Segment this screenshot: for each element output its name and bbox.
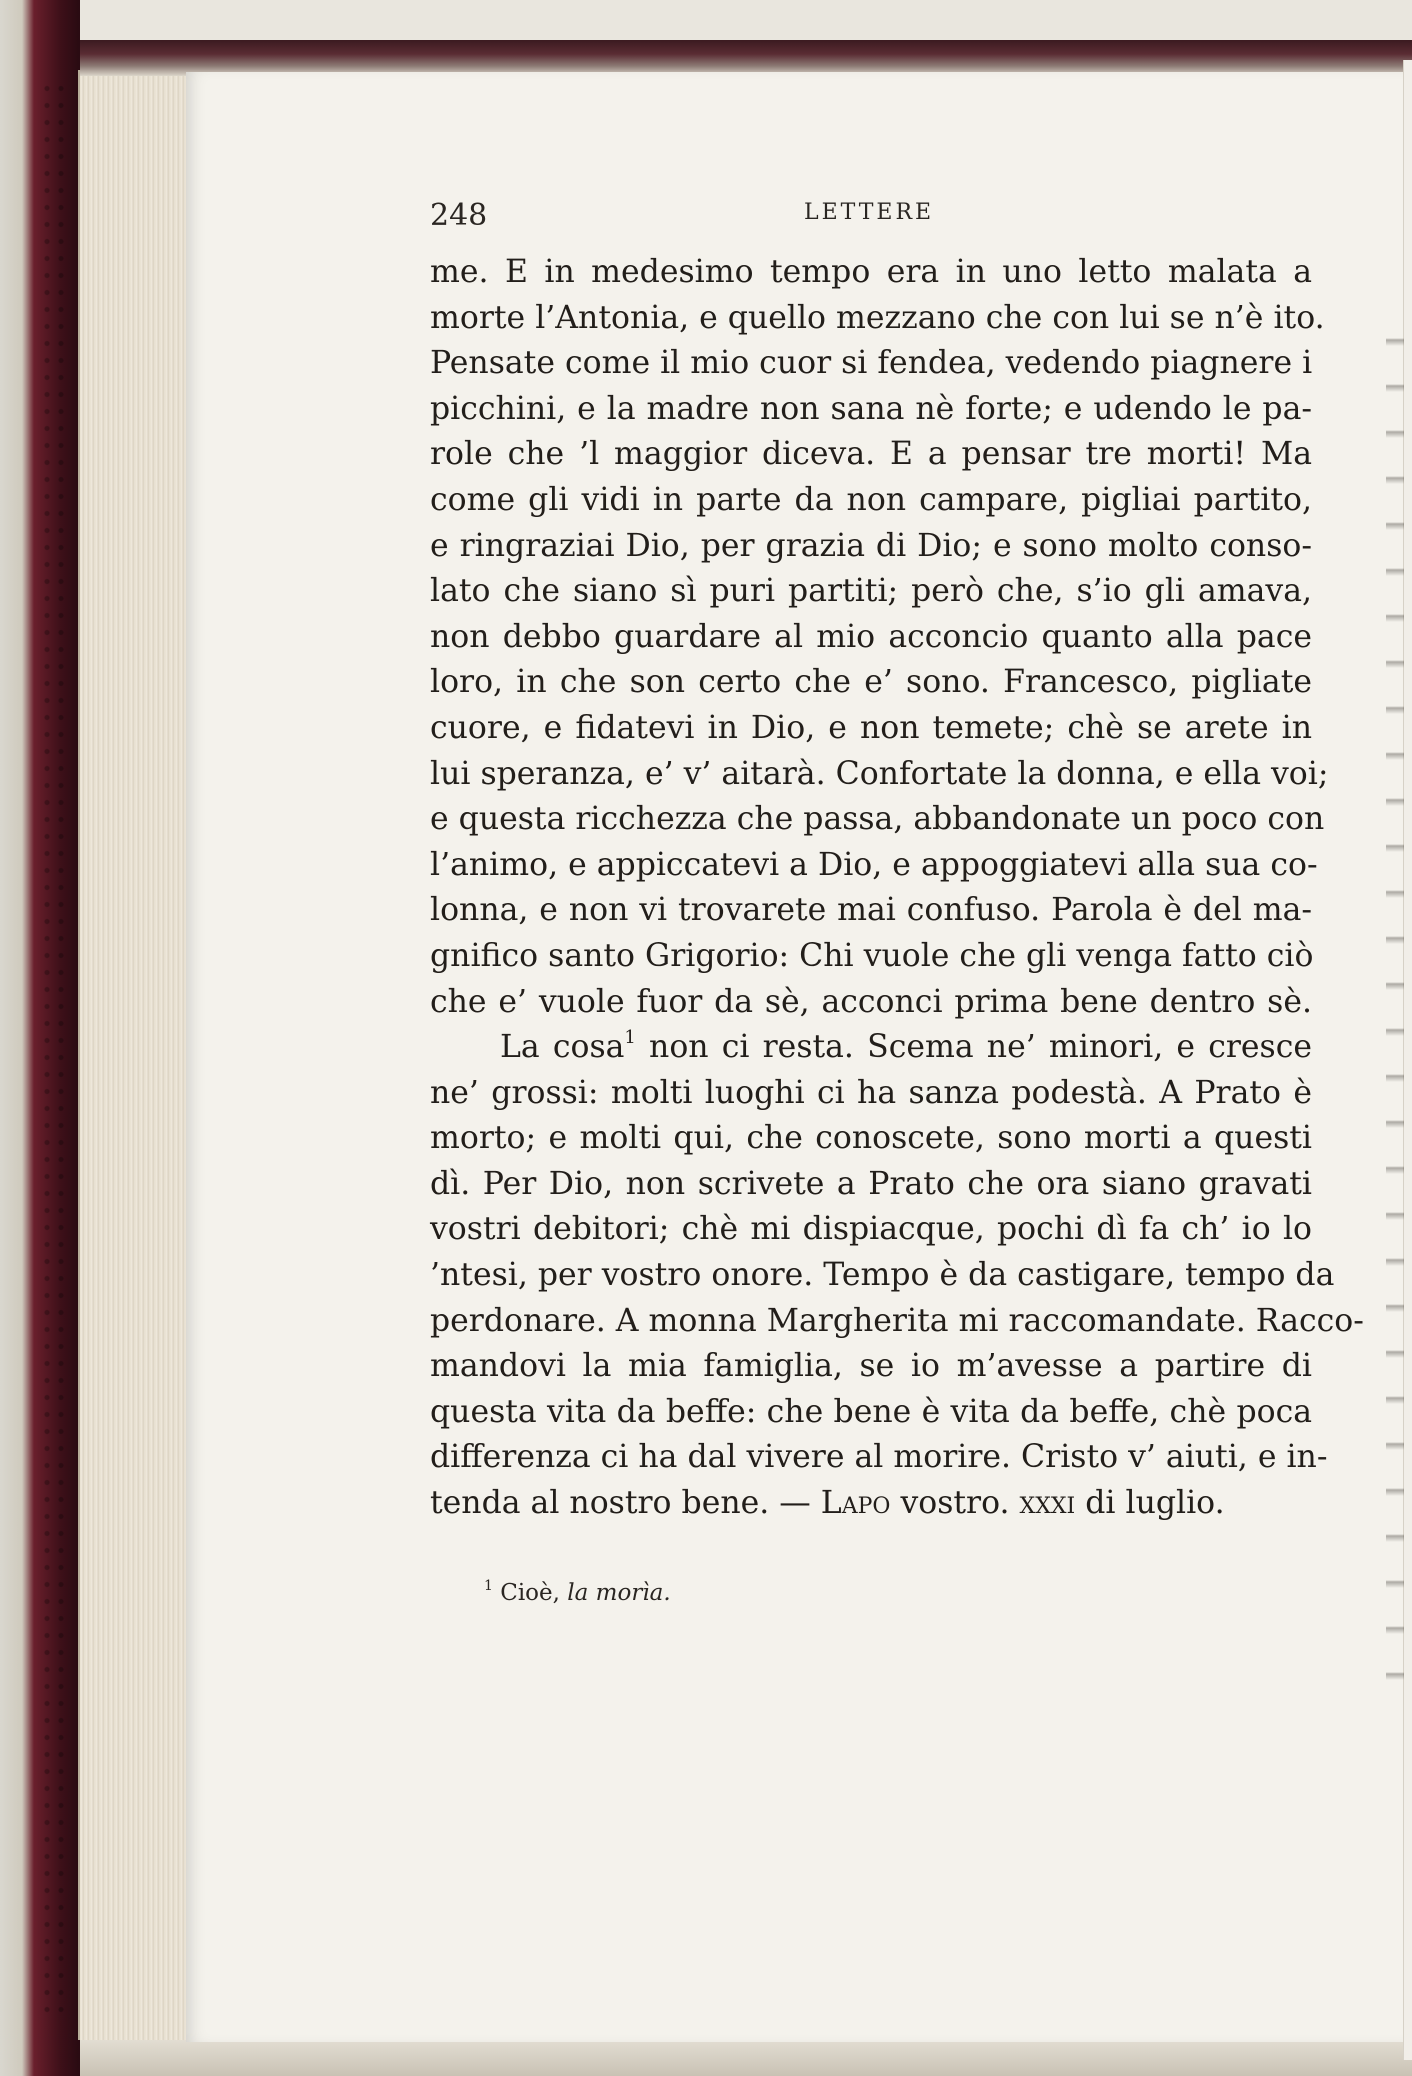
text-fragment: tenda al nostro bene. — bbox=[430, 1485, 821, 1522]
footnote-text: Cioè, bbox=[492, 1580, 568, 1606]
text-line: loro, in che son certo che e’ sono. Francesco, pigliate bbox=[430, 664, 1312, 701]
text-line: differenza ci ha dal vivere al morire. Cristo v’ aiuti, e in- bbox=[430, 1439, 1328, 1476]
body-text bbox=[430, 250, 1364, 1527]
paragraph-first-line bbox=[430, 1025, 1312, 1071]
text-line: questa vita da beffe: che bene è vita da beffe, chè poca bbox=[430, 1393, 1312, 1430]
facing-page-bleed bbox=[1386, 300, 1404, 1700]
text-line: me. E in medesimo tempo era in uno letto malata a bbox=[430, 254, 1312, 290]
running-title: LETTERE bbox=[804, 200, 935, 225]
text-line: lato che siano sì puri partiti; però che, s’io gli amava, bbox=[430, 573, 1312, 610]
text-line: l’animo, e appiccatevi a Dio, e appoggiatevi alla sua co- bbox=[430, 846, 1318, 883]
text-line: picchini, e la madre non sana nè forte; e udendo le pa- bbox=[430, 390, 1312, 427]
text-line: cuore, e fidatevi in Dio, e non temete; chè se arete in bbox=[430, 709, 1312, 746]
date-numeral: xxxi bbox=[1019, 1485, 1076, 1522]
text-line: lui speranza, e’ v’ aitarà. Confortate la donna, e ella voi; bbox=[430, 755, 1329, 792]
text-fragment: non ci resta. Scema ne’ minori, e cresce bbox=[635, 1029, 1312, 1066]
footnote-mark: 1 bbox=[484, 1578, 493, 1594]
book-spine bbox=[0, 0, 80, 2076]
text-line: Pensate come il mio cuor si fendea, vedendo piagnere i bbox=[430, 345, 1313, 382]
text-line: perdonare. A monna Margherita mi raccomandate. Racco- bbox=[430, 1302, 1364, 1339]
text-line: morto; e molti qui, che conoscete, sono morti a questi bbox=[430, 1120, 1312, 1157]
footnote bbox=[484, 1580, 671, 1606]
text-line: ne’ grossi: molti luoghi ci ha sanza podestà. A Prato è bbox=[430, 1074, 1312, 1111]
text-fragment: La cosa bbox=[500, 1029, 625, 1066]
text-line: gnifico santo Grigorio: Chi vuole che gli venga fatto ciò bbox=[430, 937, 1314, 974]
running-head bbox=[430, 198, 1330, 238]
text-line: non debbo guardare al mio acconcio quanto alla pace bbox=[430, 618, 1312, 655]
text-line: che e’ vuole fuor da sè, acconci prima bene dentro sè. bbox=[430, 983, 1312, 1020]
footnote-italic: la morìa. bbox=[567, 1580, 671, 1606]
bottom-edge bbox=[80, 2040, 1412, 2076]
text-line: dì. Per Dio, non scrivete a Prato che ora siano gravati bbox=[430, 1165, 1312, 1202]
text-line: role che ’l maggior diceva. E a pensar tre morti! Ma bbox=[430, 436, 1312, 473]
text-line: mandovi la mia famiglia, se io m’avesse a partire di bbox=[430, 1348, 1312, 1385]
text-line: come gli vidi in parte da non campare, pigliai partito, bbox=[430, 481, 1312, 518]
text-line: lonna, e non vi trovarete mai confuso. Parola è del ma- bbox=[430, 892, 1312, 929]
text-fragment: di luglio. bbox=[1075, 1485, 1225, 1522]
text-fragment: vostro. bbox=[890, 1485, 1020, 1522]
footnote-reference: 1 bbox=[624, 1027, 636, 1049]
text-line: vostri debitori; chè mi dispiacque, pochi dì fa ch’ io lo bbox=[430, 1211, 1312, 1248]
facing-page-edge bbox=[1403, 60, 1412, 2060]
signature: Lapo bbox=[820, 1485, 891, 1522]
page-number: 248 bbox=[430, 198, 488, 233]
text-line: e ringraziai Dio, per grazia di Dio; e sono molto conso- bbox=[430, 527, 1312, 564]
page-edges bbox=[78, 70, 190, 2040]
text-line: e questa ricchezza che passa, abbandonate un poco con bbox=[430, 801, 1325, 838]
text-line: morte l’Antonia, e quello mezzano che con lui se n’è ito. bbox=[430, 299, 1325, 336]
spine-texture bbox=[40, 80, 72, 2020]
closing-line bbox=[430, 1481, 1312, 1527]
text-line: ’ntesi, per vostro onore. Tempo è da castigare, tempo da bbox=[430, 1257, 1335, 1294]
top-cover bbox=[80, 40, 1412, 76]
